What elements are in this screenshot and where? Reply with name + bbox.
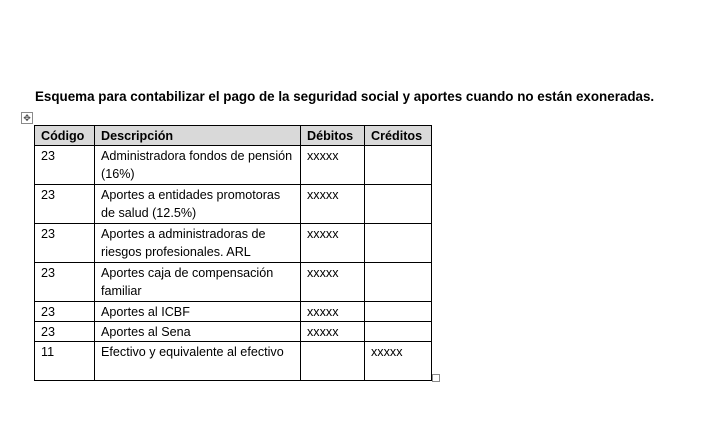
cell-credit[interactable] — [365, 146, 432, 185]
cell-description[interactable]: Aportes a entidades promotoras de salud (12.5%) — [95, 185, 301, 224]
cell-code[interactable]: 11 — [35, 342, 95, 381]
cell-credit[interactable] — [365, 263, 432, 302]
table-row — [35, 185, 432, 224]
cell-credit[interactable]: xxxxx — [365, 342, 432, 381]
cell-debit[interactable]: xxxxx — [301, 322, 365, 342]
cell-code[interactable]: 23 — [35, 146, 95, 185]
cell-debit[interactable]: xxxxx — [301, 146, 365, 185]
cell-credit[interactable] — [365, 322, 432, 342]
cell-code[interactable]: 23 — [35, 263, 95, 302]
table-row — [35, 302, 432, 322]
cell-debit[interactable] — [301, 342, 365, 381]
cell-credit[interactable] — [365, 185, 432, 224]
cell-code[interactable]: 23 — [35, 224, 95, 263]
table-header-row — [35, 126, 432, 146]
cell-code[interactable]: 23 — [35, 302, 95, 322]
cell-credit[interactable] — [365, 224, 432, 263]
cell-description[interactable]: Aportes a administradoras de riesgos profesionales. ARL — [95, 224, 301, 263]
cell-description[interactable]: Aportes al ICBF — [95, 302, 301, 322]
cell-description[interactable]: Aportes caja de compensación familiar — [95, 263, 301, 302]
header-descripcion: Descripción — [95, 126, 301, 146]
cell-description[interactable]: Administradora fondos de pensión (16%) — [95, 146, 301, 185]
cell-debit[interactable]: xxxxx — [301, 263, 365, 302]
cell-code[interactable]: 23 — [35, 185, 95, 224]
table-row — [35, 263, 432, 302]
header-debitos: Débitos — [301, 126, 365, 146]
header-creditos: Créditos — [365, 126, 432, 146]
cell-credit[interactable] — [365, 302, 432, 322]
cell-debit[interactable]: xxxxx — [301, 302, 365, 322]
accounting-table — [34, 125, 432, 381]
table-row — [35, 146, 432, 185]
cell-description[interactable]: Aportes al Sena — [95, 322, 301, 342]
table-move-handle-icon[interactable]: ✥ — [21, 112, 33, 124]
cell-debit[interactable]: xxxxx — [301, 185, 365, 224]
cell-code[interactable]: 23 — [35, 322, 95, 342]
header-codigo: Código — [35, 126, 95, 146]
document-heading: Esquema para contabilizar el pago de la seguridad social y aportes cuando no están exoneradas. — [35, 89, 655, 104]
table-row — [35, 342, 432, 381]
table-row — [35, 224, 432, 263]
table-resize-handle-icon[interactable] — [432, 374, 440, 382]
cell-debit[interactable]: xxxxx — [301, 224, 365, 263]
table-row — [35, 322, 432, 342]
cell-description[interactable]: Efectivo y equivalente al efectivo — [95, 342, 301, 381]
